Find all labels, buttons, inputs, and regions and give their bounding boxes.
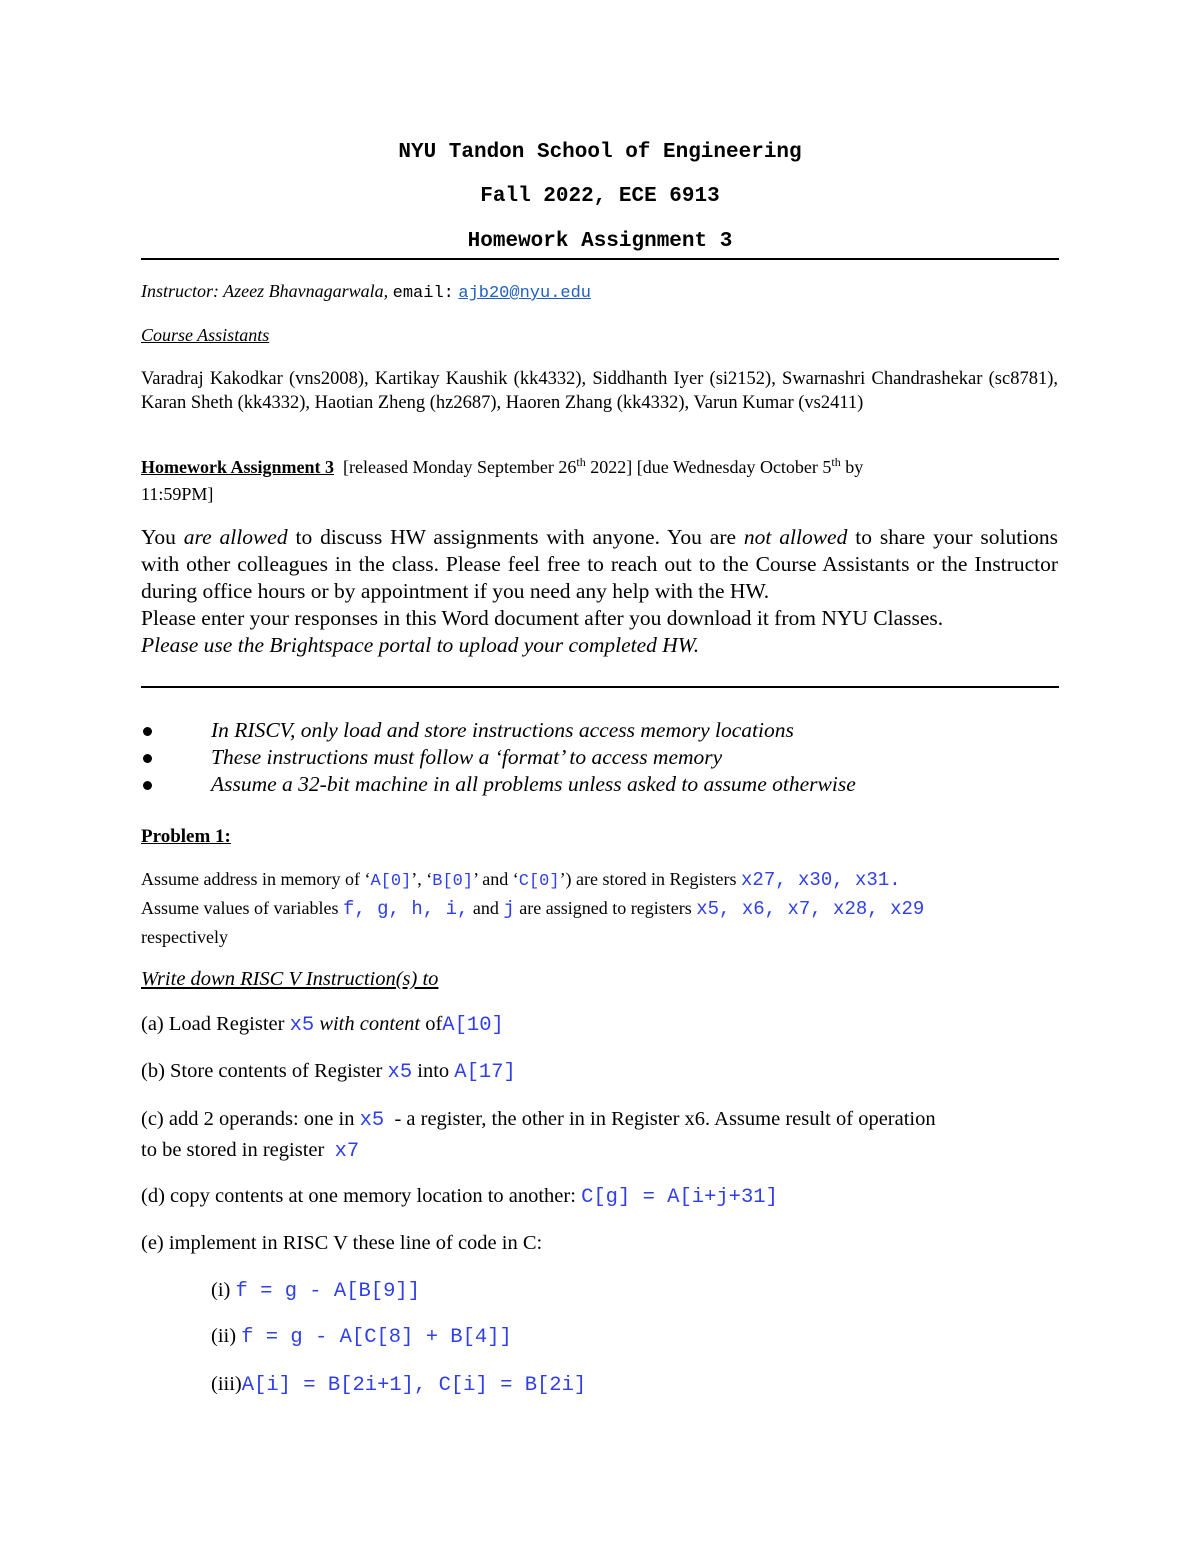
email-label: email: bbox=[392, 284, 454, 303]
code-reg: x5 bbox=[289, 1014, 315, 1037]
instructor-label: Instructor: Azeez Bhavnagarwala, bbox=[141, 281, 389, 301]
code-registers: x5, x6, x7, x28, x29 bbox=[696, 898, 925, 920]
sub-label: (ii) bbox=[211, 1325, 237, 1347]
text: (d) copy contents at one memory location to another: bbox=[141, 1185, 576, 1207]
code-expr: f = g - A[C[8] + B[4]] bbox=[241, 1326, 512, 1349]
sub-label: (iii) bbox=[211, 1373, 242, 1395]
instructor-line bbox=[141, 281, 591, 303]
course-term: Fall 2022, ECE 6913 bbox=[480, 185, 720, 208]
text: of bbox=[425, 1013, 443, 1035]
assignment-title: Homework Assignment 3 bbox=[467, 230, 733, 253]
bullet-icon bbox=[143, 781, 152, 790]
text: and bbox=[472, 898, 499, 918]
text: (c) add 2 operands: one in bbox=[141, 1108, 355, 1130]
problem-line-1 bbox=[141, 869, 901, 891]
header-divider bbox=[141, 258, 1059, 260]
code-reg: x5 bbox=[359, 1109, 385, 1132]
code-expr: A[10] bbox=[442, 1014, 504, 1037]
task-a bbox=[141, 1013, 504, 1037]
bullet-item: Assume a 32-bit machine in all problems unless asked to assume otherwise bbox=[211, 772, 856, 796]
code-registers: x27, x30, x31. bbox=[741, 869, 901, 891]
code-A0: A[0] bbox=[370, 872, 412, 891]
problem-line-2 bbox=[141, 898, 924, 920]
policy-paragraph bbox=[141, 524, 1058, 605]
text: ’, ‘ bbox=[411, 869, 433, 889]
text: to be stored in register bbox=[141, 1139, 325, 1161]
policy-brightspace: Please use the Brightspace portal to upload your completed HW. bbox=[141, 633, 700, 657]
problem-line-3: respectively bbox=[141, 927, 228, 947]
policy-text: to discuss HW assignments with anyone. You are bbox=[295, 525, 737, 549]
text: (a) Load Register bbox=[141, 1013, 285, 1035]
release-line bbox=[141, 455, 863, 478]
policy-text: to share your solutions with other colleagues in the class. Please feel free to reach out to the Course Assistants or the Instructor during office hours or by appointment if you need any help with the HW. bbox=[141, 525, 1059, 603]
code-expr: A[17] bbox=[454, 1061, 516, 1084]
code-reg: x7 bbox=[334, 1140, 360, 1163]
code-vars: f, g, h, i, bbox=[342, 898, 469, 920]
section-divider bbox=[141, 686, 1059, 688]
text: Assume values of variables bbox=[141, 898, 339, 918]
sub-task bbox=[211, 1373, 586, 1397]
release-heading: Homework Assignment 3 bbox=[141, 457, 334, 477]
code-expr: C[g] = A[i+j+31] bbox=[581, 1186, 778, 1209]
due-by: by bbox=[845, 457, 864, 477]
text: Assume address in memory of ‘ bbox=[141, 869, 371, 889]
due-time: 11:59PM] bbox=[141, 484, 214, 504]
code-reg: x5 bbox=[387, 1061, 413, 1084]
bullet-item: In RISCV, only load and store instructions access memory locations bbox=[211, 718, 794, 742]
task-b bbox=[141, 1060, 516, 1084]
text: - a register, the other in in Register x6. Assume result of operation bbox=[394, 1108, 936, 1130]
release-sup: th bbox=[576, 455, 586, 469]
code-B0: B[0] bbox=[432, 872, 474, 891]
text: are assigned to registers bbox=[519, 898, 692, 918]
task-heading: Write down RISC V Instruction(s) to bbox=[141, 968, 439, 990]
text: ’ and ‘ bbox=[473, 869, 519, 889]
text: into bbox=[417, 1060, 450, 1082]
code-var-j: j bbox=[503, 898, 515, 920]
due-dates: 2022] [due Wednesday October 5 bbox=[590, 457, 832, 477]
bullet-icon bbox=[143, 754, 152, 763]
assistants-heading: Course Assistants bbox=[141, 325, 270, 345]
policy-not-allowed: not allowed bbox=[743, 525, 848, 549]
bullet-icon bbox=[143, 727, 152, 736]
assistants-list: Varadraj Kakodkar (vns2008), Kartikay Kaushik (kk4332), Siddhanth Iyer (si2152), Swarnashri Chandrashekar (sc8781), Karan Sheth (kk4332), Haotian Zheng (hz2687), Haoren Zhang (kk4332), Varun Kumar (vs2411) bbox=[141, 369, 1058, 413]
bullet-item: These instructions must follow a ‘format’ to access memory bbox=[211, 745, 723, 769]
sub-task bbox=[211, 1325, 512, 1349]
release-dates: [released Monday September 26 bbox=[343, 457, 577, 477]
task-c bbox=[141, 1108, 936, 1132]
task-d bbox=[141, 1185, 778, 1209]
text: with content bbox=[319, 1013, 421, 1035]
school-title: NYU Tandon School of Engineering bbox=[398, 141, 802, 164]
task-c-line2 bbox=[141, 1139, 359, 1163]
policy-text: You bbox=[141, 525, 176, 549]
code-expr: A[i] = B[2i+1], C[i] = B[2i] bbox=[241, 1374, 587, 1397]
task-e: (e) implement in RISC V these line of code in C: bbox=[141, 1232, 543, 1254]
policy-allowed: are allowed bbox=[183, 525, 288, 549]
code-expr: f = g - A[B[9]] bbox=[235, 1280, 421, 1303]
text: ’) are stored in Registers bbox=[559, 869, 737, 889]
policy-word-doc: Please enter your responses in this Word document after you download it from NYU Classes. bbox=[141, 606, 944, 630]
sub-task bbox=[211, 1279, 420, 1303]
code-C0: C[0] bbox=[518, 872, 560, 891]
due-sup: th bbox=[831, 455, 841, 469]
sub-label: (i) bbox=[211, 1279, 231, 1301]
text: (b) Store contents of Register bbox=[141, 1060, 383, 1082]
instructor-email-link[interactable]: ajb20@nyu.edu bbox=[458, 284, 591, 303]
problem-heading: Problem 1: bbox=[141, 826, 231, 847]
